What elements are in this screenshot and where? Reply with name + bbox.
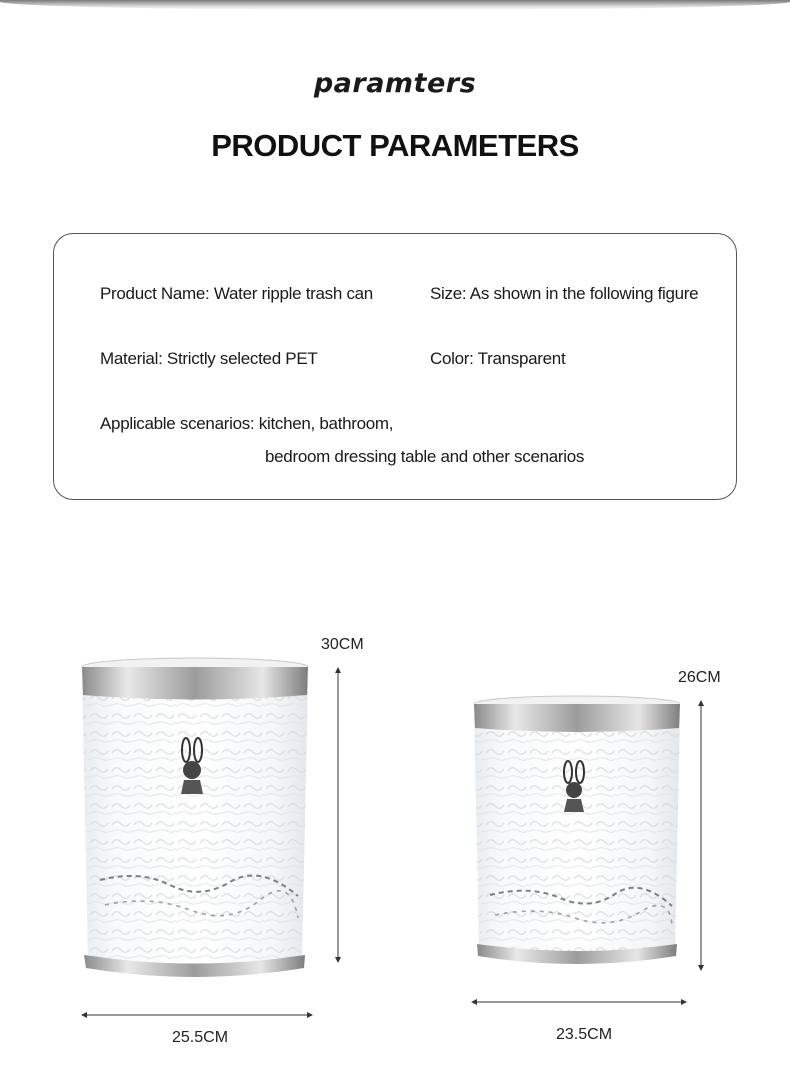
parameters-box [53,233,737,500]
small-trash-can [474,696,680,964]
large-trash-can [82,658,308,977]
large-height-label: 30CM [321,636,364,653]
scenarios-text-line2: bedroom dressing table and other scenarios [265,447,585,466]
section-subtitle: paramters [313,68,477,99]
color-text: Color: Transparent [430,349,566,368]
top-shadow-divider [0,0,790,10]
large-width-label: 25.5CM [172,1029,229,1046]
product-dimensions-figure [0,600,790,1078]
material-text: Material: Strictly selected PET [100,349,318,368]
page-title: PRODUCT PARAMETERS [211,128,579,163]
small-height-label: 26CM [678,669,721,686]
scenarios-text-line1: Applicable scenarios: kitchen, bathroom, [100,414,394,433]
trash-can-illustration [0,600,790,1078]
product-name-text: Product Name: Water ripple trash can [100,284,373,303]
small-width-label: 23.5CM [556,1026,613,1043]
size-text: Size: As shown in the following figure [430,284,699,303]
